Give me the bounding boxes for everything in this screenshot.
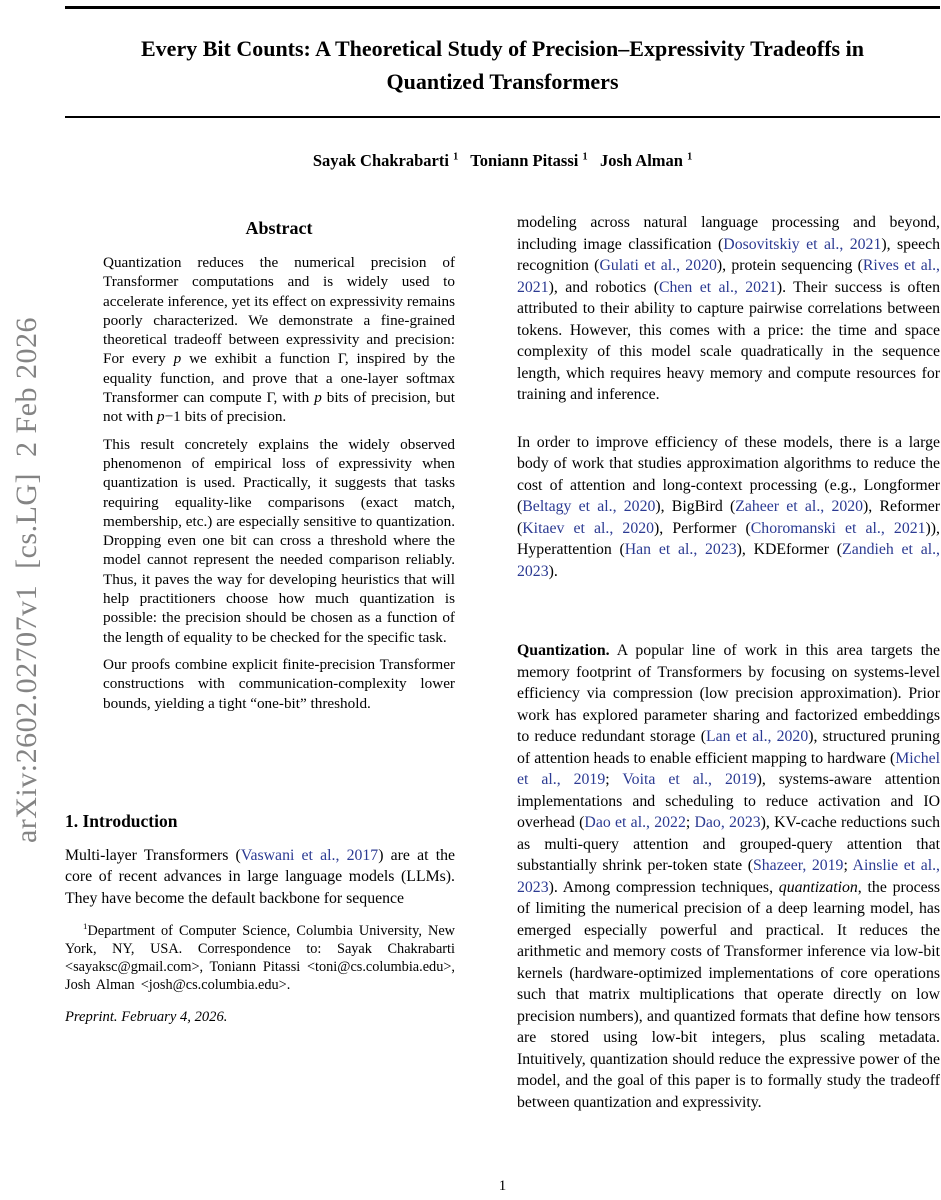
- citation-link[interactable]: Beltagy et al., 2020: [522, 498, 656, 515]
- text-segment: ), structured pruning of attention heads to enable efficient mapping to hardware (: [517, 728, 941, 767]
- abstract-paragraph-2: [103, 435, 455, 647]
- citation-link[interactable]: Voita et al., 2019: [622, 771, 757, 788]
- text-segment: ), and robotics (: [548, 278, 659, 296]
- text-segment: Multi-layer Transformers (: [65, 846, 241, 864]
- text-segment: Quantization reduces the numerical precision of Transformer computations and is widely used to accelerate inference, yet its effect on expressivity remains poorly characterized. We demonstrate a fine-grained theoretical tradeoff between expressivity and precision: For every: [103, 254, 455, 368]
- text-segment: Quantization.: [517, 642, 610, 659]
- abstract-paragraph-3: [103, 655, 455, 713]
- citation-link[interactable]: Ainslie et al., 2023: [517, 857, 940, 896]
- top-rule: [65, 6, 940, 9]
- text-segment: ) are at the core of recent advances in large language models (LLMs). They have become the default backbone for sequence: [65, 846, 455, 907]
- citation-link[interactable]: Rives et al., 2021: [517, 257, 940, 296]
- abstract-heading: Abstract: [245, 218, 313, 238]
- text-segment: ), KDEformer (: [736, 541, 843, 558]
- text-segment: A popular line of work in this area targets the memory footprint of Transformers by focusing on systems-level efficiency via compression (low precision approximation). Prior work has explored parameter sharing and factorized embeddings to reduce redundant storage (: [517, 642, 940, 745]
- text-segment: ), KV-cache reductions such as multi-query attention and grouped-query attention that substantially shrink per-token state (: [517, 814, 941, 874]
- citation-link[interactable]: Chen et al., 2021: [658, 278, 777, 296]
- citation-link[interactable]: Zandieh et al., 2023: [517, 541, 940, 580]
- text-segment: Our proofs combine explicit finite-precision Transformer constructions with communication-complexity lower bounds, yielding a tight “one-bit” threshold.: [103, 655, 455, 712]
- citation-link[interactable]: Michel et al., 2019: [517, 749, 940, 788]
- text-segment: ;: [605, 771, 623, 788]
- citation-link[interactable]: Dao, 2023: [694, 814, 761, 831]
- citation-link[interactable]: Gulati et al., 2020: [599, 257, 717, 274]
- text-segment: ). Among compression techniques,: [548, 878, 779, 896]
- text-segment: 1: [582, 151, 588, 163]
- citation-link[interactable]: Dosovitskiy et al., 2021: [723, 235, 882, 253]
- text-segment: Sayak Chakrabarti: [312, 151, 454, 170]
- text-segment: p: [157, 408, 165, 426]
- text-segment: ), protein sequencing (: [716, 257, 863, 274]
- page-number: 1: [498, 1178, 507, 1194]
- text-segment: ), BigBird (: [655, 498, 736, 515]
- text-segment: ), Performer (: [654, 519, 751, 537]
- text-segment: 1: [687, 151, 693, 163]
- text-segment: bits of precision, but not with: [103, 389, 455, 426]
- text-segment: In order to improve efficiency of these models, there is a large body of work that studies approximation algorithms to reduce the cost of attention and long-context processing (e.g., Longformer (: [517, 433, 940, 515]
- right-paragraph-2: [517, 432, 940, 583]
- citation-link[interactable]: Vaswani et al., 2017: [240, 846, 379, 864]
- text-segment: ;: [843, 857, 853, 874]
- abstract-paragraph-1: [103, 253, 455, 427]
- text-segment: ). Their success is often attributed to their ability to capture pairwise correlations between tokens. However, this comes with a price: the time and space complexity of this model scale quadratically in the sequence length, which requires heavy memory and compute resources for training and inference.: [517, 278, 940, 403]
- footnote-block: [65, 923, 455, 1025]
- preprint-date-line: Preprint. February 4, 2026.: [65, 1008, 228, 1025]
- paper-title: [65, 32, 940, 98]
- paper-title-line-2: Quantized Transformers: [386, 69, 619, 94]
- text-segment: This result concretely explains the widely observed phenomenon of empirical loss of expressivity when quantization is used. Practically, it suggests that tasks requiring equality-like comparisons (exact match, membership, etc.) are especially sensitive to quantization. Dropping even one bit can cross a threshold where the model cannot represent the needed comparison reliably. Thus, it paves the way for developing heuristics that will help practitioners choose how much quantization is possible: the precision should be chosen as a function of the length of equality to be checked for the specific task.: [103, 435, 455, 646]
- quantization-paragraph: [517, 640, 940, 1113]
- left-column: [65, 218, 455, 1026]
- citation-link[interactable]: Lan et al., 2020: [705, 728, 809, 745]
- right-column: [517, 212, 940, 1113]
- text-segment: Josh Alman: [599, 151, 688, 170]
- arxiv-watermark: arXiv:2602.02707v1 [cs.LG] 2 Feb 2026: [10, 316, 43, 844]
- text-segment: ).: [548, 562, 558, 580]
- citation-link[interactable]: Zaheer et al., 2020: [735, 498, 864, 515]
- text-segment: 1: [453, 151, 459, 163]
- text-segment: Toniann Pitassi: [470, 151, 583, 170]
- text-segment: we exhibit a function Γ, inspired by the equality function, and prove that a one-layer softmax Transformer can compute Γ, with: [103, 350, 455, 407]
- citation-link[interactable]: Shazeer, 2019: [753, 857, 844, 874]
- text-segment: ), systems-aware attention implementations and scheduling to reduce activation and IO overhead (: [517, 771, 940, 831]
- text-segment: Department of Computer Science, Columbia University, New York, NY, USA. Correspondence to: Sayak Chakrabarti <sayaksc@gmail.com>, Toniann Pitassi <toni@cs.columbia.edu>, Josh Alman <josh@cs.columbia.edu>.: [65, 923, 455, 993]
- citation-link[interactable]: Dao et al., 2022: [584, 814, 686, 831]
- abstract-section: [103, 218, 455, 713]
- authors-line: [65, 151, 940, 171]
- text-segment: p: [314, 389, 322, 407]
- text-segment: p: [173, 350, 182, 368]
- text-segment: 1: [83, 921, 88, 932]
- text-segment: ), speech recognition (: [517, 235, 940, 274]
- paper-title-line-1: Every Bit Counts: A Theoretical Study of Precision–Expressivity Tradeoffs in: [141, 36, 864, 61]
- text-segment: ), Reformer (: [517, 498, 941, 537]
- text-segment: )), Hyperattention (: [517, 519, 941, 558]
- citation-link[interactable]: Han et al., 2023: [624, 541, 737, 558]
- text-segment: , the process of limiting the numerical precision of a deep learning model, has emerged especially powerful and practical. It reduces the arithmetic and memory costs of Transformer inference via low-bit kernels (hardware-optimized implementations of core operations such that matrix multiplications that operate directly on low precision numbers), and quantized formats that define how tensors are stored using low-bit integers, plus scaling metadata. Intuitively, quantization should reduce the expressive power of the model, and the goal of this paper is to formally study the tradeoff between quantization and expressivity.: [517, 878, 940, 1111]
- text-segment: modeling across natural language processing and beyond, including image classification (: [517, 214, 940, 253]
- right-paragraph-1: [517, 212, 940, 406]
- citation-link[interactable]: Kitaev et al., 2020: [522, 519, 655, 537]
- text-segment: quantization: [778, 878, 858, 896]
- affiliation-footnote: [65, 923, 455, 994]
- text-segment: ;: [685, 814, 695, 831]
- text-segment: [588, 151, 600, 170]
- title-rule: [65, 116, 940, 118]
- intro-paragraph: [65, 845, 455, 910]
- text-segment: [458, 151, 470, 170]
- section-heading-introduction: 1. Introduction: [65, 810, 178, 831]
- text-segment: −1 bits of precision.: [164, 408, 287, 426]
- citation-link[interactable]: Choromanski et al., 2021: [750, 519, 926, 537]
